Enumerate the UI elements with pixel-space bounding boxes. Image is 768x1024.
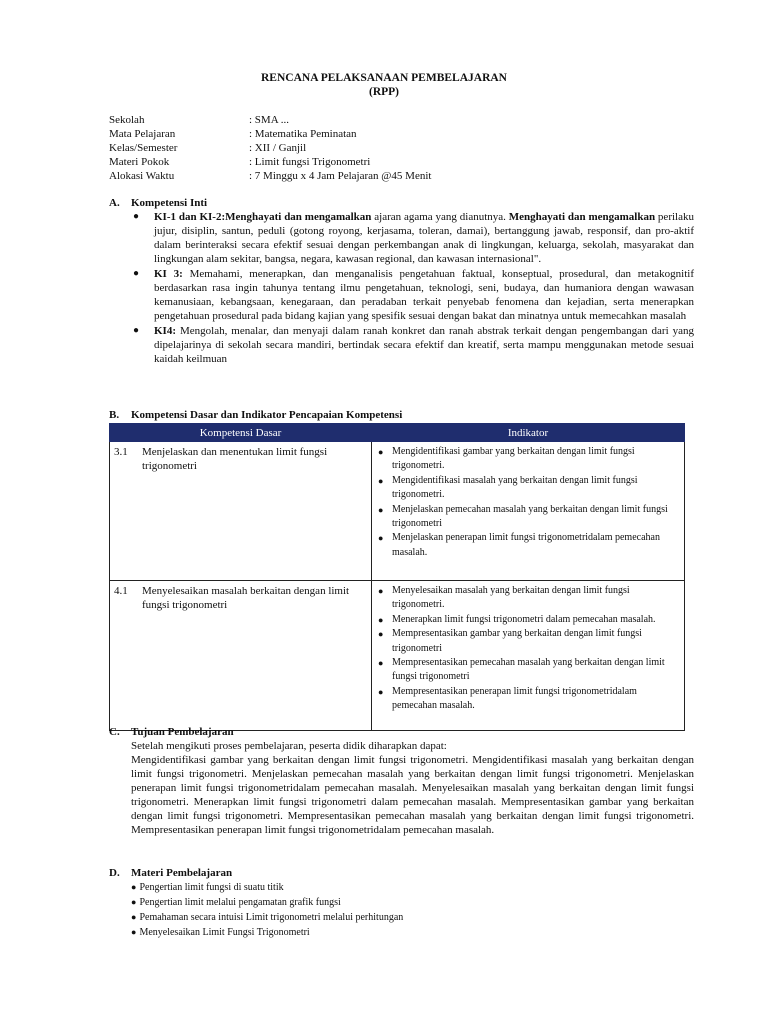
list-item xyxy=(131,267,694,323)
list-item xyxy=(376,627,680,656)
section-title: Kompetensi Inti xyxy=(131,197,208,209)
bullet-icon: ● xyxy=(131,927,137,937)
document-subtitle: (RPP) xyxy=(368,86,399,98)
ki-emphasis: Menghayati dan mengamalkan xyxy=(508,211,656,223)
tujuan-body: Mengidentifikasi gambar yang berkaitan dengan limit fungsi trigonometri. Mengidentifikasi masalah yang berkaitan dengan limit fungsi trigonometri. Menjelaskan pemecahan masalah yang berkaitan dengan limit fungsi trigonometri. Menjelaskan penerapan limit fungsi trigonometridalam pemecahan masalah. Menyelesaikan masalah yang berkaitan dengan limit fungsi trigonometri. Menerapkan limit fungsi trigonometri dalam pemecahan masalah. Mempresentasikan gambar yang berkaitan dengan limit fungsi trigonometri. Mempresentasikan pemecahan masalah yang berkaitan dengan limit fungsi trigonometri. Mempresentasikan penerapan limit fungsi trigonometridalam pemecahan masalah. xyxy=(131,754,694,836)
list-item xyxy=(376,613,680,627)
info-row-mata-pelajaran xyxy=(109,127,431,141)
section-c-heading xyxy=(109,725,234,739)
bullet-icon: ● xyxy=(131,912,137,922)
bullet-icon: ● xyxy=(378,475,384,486)
section-letter: B. xyxy=(109,409,120,421)
bullet-icon: ● xyxy=(378,658,384,669)
list-item xyxy=(376,531,680,560)
info-value: : SMA ... xyxy=(249,114,290,126)
bullet-icon: ● xyxy=(133,268,140,279)
bullet-icon: ● xyxy=(378,614,384,625)
identity-info xyxy=(109,113,431,183)
indicator-text: Menyelesaikan masalah yang berkaitan dengan limit fungsi trigonometri. xyxy=(392,585,630,611)
materi-text: Menyelesaikan Limit Fungsi Trigonometri xyxy=(139,927,310,938)
kd-cell xyxy=(110,442,372,581)
kd-description: Menyelesaikan masalah berkaitan dengan limit fungsi trigonometri xyxy=(142,585,350,611)
indicator-text: Mempresentasikan penerapan limit fungsi trigonometridalam pemecahan masalah. xyxy=(392,685,637,712)
kompetensi-inti-list xyxy=(131,210,694,367)
info-value: : XII / Ganjil xyxy=(249,142,307,154)
ki-text: Memahami, menerapkan, dan menganalisis pengetahuan faktual, konseptual, prosedural, dan metakognitif berdasarkan rasa ingin tahunya tentang ilmu pengetahuan, teknologi, seni, budaya, dan humaniora dengan wawasan kemanusiaan, kebangsaan, kenegaraan, dan peradaban terkait penyebab fenomena dan kejadian, serta menerapkan pengetahuan prosedural pada bidang kajian yang spesifik sesuai dengan bakat dan minatnya untuk memecahkan masalah xyxy=(154,268,695,322)
list-item xyxy=(376,503,680,532)
list-item xyxy=(131,880,694,895)
bullet-icon: ● xyxy=(378,533,384,544)
section-b-heading xyxy=(109,408,402,422)
table-header-row xyxy=(110,424,685,442)
list-item xyxy=(376,656,680,685)
section-letter: C. xyxy=(109,726,120,738)
list-item xyxy=(131,210,694,266)
materi-text: Pengertian limit fungsi di suatu titik xyxy=(139,882,284,893)
indicator-text: Mempresentasikan gambar yang berkaitan dengan limit fungsi trigonometri xyxy=(392,628,642,654)
ki-text: ajaran agama yang dianutnya. xyxy=(371,211,509,223)
info-label: Sekolah xyxy=(109,114,145,126)
indicator-list xyxy=(376,445,680,560)
ki-text: perilaku jujur, disiplin, santun, peduli (gotong royong, kerjasama, toleran, damai), bertanggung jawab, responsif, dan pro-aktif dalam berinteraksi secara efektif sesuai dengan perkembangan anak di lingkungan, keluarga, sekolah, masyarakat dan lingkungan alam sekitar, bangsa, negara, kawasan regional, dan kawasan internasional". xyxy=(154,211,694,265)
section-d-heading xyxy=(109,866,232,880)
ki-label: KI 3: xyxy=(154,268,183,280)
list-item xyxy=(131,324,694,366)
info-label: Alokasi Waktu xyxy=(109,170,175,182)
indicator-text: Mempresentasikan pemecahan masalah yang berkaitan dengan limit fungsi trigonometri xyxy=(392,657,665,683)
indicator-cell xyxy=(372,581,685,731)
bullet-icon: ● xyxy=(378,629,384,640)
bullet-icon: ● xyxy=(133,325,140,336)
info-row-materi-pokok xyxy=(109,155,431,169)
info-label: Mata Pelajaran xyxy=(109,128,176,140)
info-value: : 7 Minggu x 4 Jam Pelajaran @45 Menit xyxy=(249,170,432,182)
section-title: Tujuan Pembelajaran xyxy=(131,726,234,738)
kd-cell xyxy=(110,581,372,731)
materi-list xyxy=(131,880,694,940)
document-title: RENCANA PELAKSANAAN PEMBELAJARAN xyxy=(261,72,507,84)
info-value: : Matematika Peminatan xyxy=(249,128,357,140)
list-item xyxy=(376,474,680,503)
bullet-icon: ● xyxy=(131,882,137,892)
kd-number: 4.1 xyxy=(114,585,128,597)
column-header-indikator: Indikator xyxy=(372,424,685,442)
indicator-cell xyxy=(372,442,685,581)
bullet-icon: ● xyxy=(133,211,140,222)
list-item xyxy=(376,584,680,613)
list-item xyxy=(131,910,694,925)
ki-text: Mengolah, menalar, dan menyaji dalam ranah konkret dan ranah abstrak terkait dengan pengembangan dari yang dipelajarinya di sekolah secara mandiri, bertindak secara efektif dan kreatif, serta mampu menggunakan metode sesuai kaidah keilmuan xyxy=(154,325,694,365)
section-letter: A. xyxy=(109,197,120,209)
bullet-icon: ● xyxy=(378,504,384,515)
list-item xyxy=(376,685,680,714)
kd-description: Menjelaskan dan menentukan limit fungsi trigonometri xyxy=(142,446,328,472)
section-a-heading xyxy=(109,196,207,210)
table-row xyxy=(110,442,685,581)
info-row-sekolah xyxy=(109,113,431,127)
table-row xyxy=(110,581,685,731)
materi-text: Pengertian limit melalui pengamatan grafik fungsi xyxy=(139,897,341,908)
indicator-text: Menjelaskan pemecahan masalah yang berkaitan dengan limit fungsi trigonometri xyxy=(392,503,668,530)
column-header-kd: Kompetensi Dasar xyxy=(110,424,372,442)
info-label: Kelas/Semester xyxy=(109,142,178,154)
ki-label: KI-1 dan KI-2:Menghayati dan mengamalkan xyxy=(154,211,372,223)
list-item xyxy=(131,925,694,940)
bullet-icon: ● xyxy=(378,447,384,457)
indicator-text: Menjelaskan penerapan limit fungsi trigonometridalam pemecahan masalah. xyxy=(392,532,660,558)
competency-table xyxy=(109,423,685,731)
section-title: Kompetensi Dasar dan Indikator Pencapaian Kompetensi xyxy=(131,409,403,421)
section-title: Materi Pembelajaran xyxy=(131,867,233,879)
list-item xyxy=(376,445,680,474)
section-letter: D. xyxy=(109,867,120,879)
indicator-text: Mengidentifikasi gambar yang berkaitan dengan limit fungsi trigonometri. xyxy=(392,446,635,472)
bullet-icon: ● xyxy=(378,586,384,596)
tujuan-intro: Setelah mengikuti proses pembelajaran, peserta didik diharapkan dapat: xyxy=(131,740,447,752)
info-row-alokasi-waktu xyxy=(109,169,431,183)
info-row-kelas-semester xyxy=(109,141,431,155)
kd-number: 3.1 xyxy=(114,446,128,458)
indicator-text: Mengidentifikasi masalah yang berkaitan dengan limit fungsi trigonometri. xyxy=(392,474,638,501)
indicator-text: Menerapkan limit fungsi trigonometri dalam pemecahan masalah. xyxy=(392,613,656,625)
ki-label: KI4: xyxy=(154,325,176,337)
bullet-icon: ● xyxy=(378,686,384,697)
bullet-icon: ● xyxy=(131,897,137,907)
materi-text: Pemahaman secara intuisi Limit trigonometri melalui perhitungan xyxy=(139,912,404,923)
info-value: : Limit fungsi Trigonometri xyxy=(249,156,371,168)
indicator-list xyxy=(376,584,680,714)
list-item xyxy=(131,895,694,910)
info-label: Materi Pokok xyxy=(109,156,170,168)
